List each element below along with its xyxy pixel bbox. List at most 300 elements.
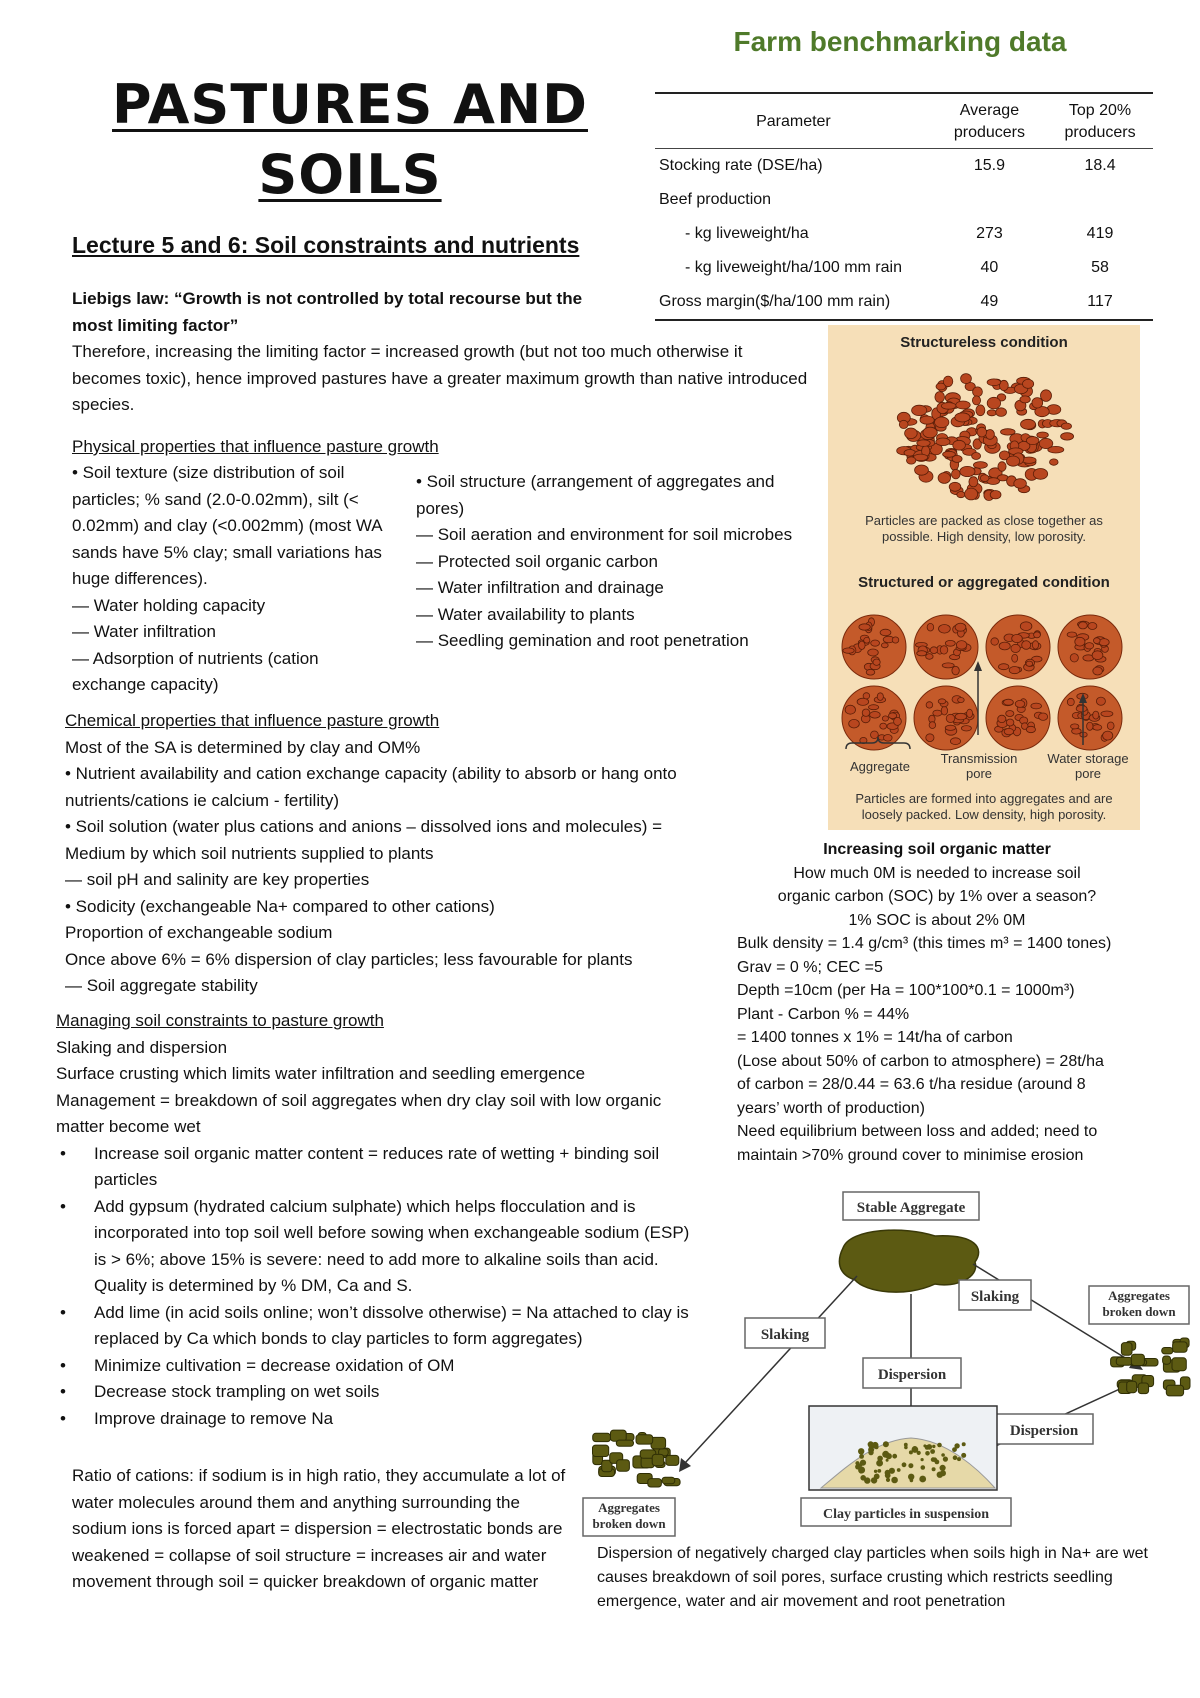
soil-particle	[956, 401, 970, 409]
soil-particle	[1099, 639, 1109, 646]
soil-particle	[1050, 459, 1059, 465]
soil-particle	[1009, 667, 1020, 674]
liebig-therefore: Therefore, increasing the limiting factor = increased growth (but not too much otherwise it becomes toxic), hence improved pastures have a greater maximum growth than native introduced species.	[72, 342, 808, 414]
soil-particle	[1011, 644, 1020, 652]
clay-particle	[871, 1477, 877, 1483]
soil-particle	[927, 623, 934, 631]
structured-title: Structured or aggregated condition	[858, 574, 1110, 591]
clay-particle	[877, 1469, 881, 1473]
transmission-label-box	[932, 751, 1026, 787]
chemical-line: Proportion of exchangeable sodium	[65, 923, 333, 942]
param-cell: Gross margin($/ha/100 mm rain)	[655, 285, 932, 320]
lecture-heading: Lecture 5 and 6: Soil constraints and nutrients	[72, 232, 580, 258]
soil-particle	[1088, 623, 1097, 630]
benchmark-table	[655, 92, 1153, 321]
arrow-icon	[679, 1458, 691, 1472]
soil-particle	[1026, 726, 1035, 732]
dispersion-top-label: Dispersion	[877, 1367, 947, 1383]
benchmark-header-row	[655, 93, 1153, 149]
structureless-caption-box	[848, 513, 1120, 557]
soil-particle	[976, 405, 985, 416]
soil-particle	[1020, 622, 1032, 631]
soil-particle	[871, 731, 879, 739]
physical-left-list	[72, 460, 392, 699]
soil-particle	[980, 475, 989, 482]
soil-particle	[961, 374, 972, 384]
soil-particle	[1048, 446, 1064, 453]
soil-particle	[938, 473, 950, 484]
soil-particle	[871, 640, 880, 646]
soil-particle	[960, 466, 975, 476]
soil-particle	[990, 491, 1001, 499]
physical-left-item: — Water holding capacity	[72, 595, 266, 615]
clay-particle	[953, 1455, 958, 1460]
clay-particle	[860, 1475, 866, 1481]
clay-particle	[962, 1442, 966, 1446]
soil-particle	[899, 420, 908, 428]
managing-heading: Managing soil constraints to pasture growth	[56, 1011, 384, 1030]
soil-particle	[1032, 641, 1038, 649]
soil-particle	[1012, 634, 1023, 642]
soil-particle	[1023, 379, 1034, 388]
soil-particle	[949, 482, 961, 491]
clay-particle	[892, 1454, 897, 1459]
soil-particle	[884, 735, 893, 742]
soil-particle	[1006, 719, 1014, 726]
clay-particle	[885, 1473, 891, 1479]
clay-particle	[855, 1464, 860, 1469]
soil-particle	[987, 410, 996, 416]
slaking-right-label: Slaking	[970, 1289, 1020, 1305]
physical-right-item: • Soil structure (arrangement of aggregates and pores)	[416, 472, 775, 518]
aggregate-fragment	[593, 1445, 609, 1456]
clay-particle	[883, 1441, 889, 1447]
soil-particle	[1076, 706, 1087, 712]
param-cell: Beef production	[659, 191, 772, 208]
soil-particle	[1001, 429, 1016, 435]
chemical-line: — Soil aggregate stability	[65, 976, 258, 995]
soil-structure-figure	[828, 325, 1140, 830]
physical-left-item: • Soil texture (size distribution of soil particles; % sand (2.0-0.02mm), silt (< 0.02mm) and clay (<0.002mm) (most WA sands have 5% clay; small variations has huge differences).	[72, 463, 382, 588]
soil-particle	[999, 664, 1009, 670]
soil-particle	[1039, 713, 1048, 720]
soil-particle	[987, 397, 1000, 409]
soil-particle	[998, 715, 1006, 722]
soil-particle	[933, 710, 942, 716]
soil-particle	[1085, 643, 1094, 649]
structured-caption-box	[842, 791, 1126, 829]
soil-particle	[863, 693, 870, 699]
clay-particle	[940, 1465, 946, 1471]
soil-particle	[1067, 632, 1077, 637]
soil-particle	[955, 413, 970, 422]
soil-particle	[1021, 419, 1036, 429]
soil-particle	[859, 641, 866, 649]
soil-particle	[873, 659, 880, 665]
soil-particle	[955, 713, 967, 720]
physical-right-item: — Water infiltration and drainage	[416, 578, 664, 597]
clay-particle	[882, 1451, 889, 1458]
soil-particle	[945, 725, 956, 730]
aggregate-fragment	[1121, 1343, 1132, 1356]
aggregate-fragment	[616, 1440, 633, 1446]
clay-particle	[902, 1462, 907, 1467]
soc-line: Depth =10cm (per Ha = 100*100*0.1 = 1000m³)	[737, 982, 1075, 999]
soil-particle	[1020, 396, 1030, 403]
clay-particle	[919, 1476, 926, 1483]
table-row	[655, 285, 1153, 320]
soil-particle	[1004, 728, 1013, 734]
clay-particle	[912, 1446, 919, 1453]
aggregate-fragment	[1173, 1342, 1188, 1352]
aggregate-fragment	[1172, 1358, 1186, 1371]
soil-particle	[1071, 724, 1079, 729]
avg-cell: 15.9	[973, 157, 1005, 174]
chemical-line: • Nutrient availability and cation exchange capacity (ability to absorb or hang onto nutrients/cations ie calcium - fertility)	[65, 764, 677, 810]
top-cell: 18.4	[1084, 157, 1116, 174]
soil-particle	[977, 427, 987, 437]
soc-section	[737, 838, 1137, 1167]
slaking-left-label: Slaking	[760, 1327, 810, 1343]
soil-particle	[1093, 711, 1099, 719]
physical-right-item: — Protected soil organic carbon	[416, 551, 658, 571]
soil-particle	[1032, 398, 1043, 408]
clay-particle	[869, 1449, 874, 1454]
clay-particle	[859, 1469, 864, 1474]
soil-particle	[917, 440, 930, 447]
soil-particle	[1107, 722, 1114, 730]
clay-particle	[957, 1457, 961, 1461]
soc-line: Grav = 0 %; CEC =5	[737, 958, 883, 976]
management-bullet: • Decrease stock trampling on wet soils	[56, 1379, 706, 1406]
aggregate-fragment	[636, 1435, 653, 1444]
soil-particle	[945, 640, 955, 646]
clay-particle	[921, 1458, 924, 1461]
param-cell: - kg liveweight/ha	[685, 225, 809, 242]
managing-subheading: Slaking and dispersion	[56, 1037, 228, 1057]
physical-left-item: — Water infiltration	[72, 622, 216, 641]
soil-particle	[1079, 622, 1088, 629]
chemical-section	[65, 708, 725, 1000]
soil-particle	[941, 706, 947, 715]
soil-particle	[1096, 697, 1105, 705]
chemical-heading: Chemical properties that influence pasture growth	[65, 711, 440, 730]
soil-particle	[958, 698, 965, 703]
soil-particle	[955, 623, 966, 631]
managing-line: Management = breakdown of soil aggregates when dry clay soil with low organic matter become wet	[56, 1090, 662, 1136]
soil-particle	[972, 396, 980, 405]
avg-cell: 49	[932, 285, 1047, 320]
aggregate-fragment	[1166, 1385, 1183, 1396]
chemical-line: Once above 6% = 6% dispersion of clay particles; less favourable for plants	[65, 949, 633, 969]
col-header: Top 20% producers	[1047, 93, 1153, 149]
soil-particle	[957, 492, 965, 498]
soil-particle	[870, 712, 881, 719]
aggregate-fragment	[1131, 1354, 1144, 1365]
soil-particle	[866, 669, 875, 675]
soil-particle	[929, 722, 936, 729]
soil-particle	[1094, 638, 1101, 644]
avg-cell: 40	[980, 259, 999, 276]
soil-particle	[1061, 423, 1071, 429]
aggregate-fragment	[662, 1477, 675, 1484]
soc-line: Need equilibrium between loss and added; need to maintain >70% ground cover to minimise erosion	[737, 1123, 1098, 1164]
table-row	[655, 183, 1153, 217]
soil-particle	[859, 624, 870, 630]
clay-particle	[872, 1442, 879, 1449]
soil-particle	[880, 723, 887, 729]
clay-particle	[921, 1465, 926, 1470]
soil-particle	[1037, 432, 1049, 438]
soil-particle	[849, 719, 860, 728]
soc-line: = 1400 tonnes x 1% = 14t/ha of carbon	[737, 1029, 1013, 1046]
param-cell: - kg liveweight/ha/100 mm rain	[685, 259, 902, 276]
soil-particle	[1034, 632, 1041, 638]
soil-particle	[868, 649, 879, 656]
aggregate-fragment	[648, 1479, 662, 1487]
clay-particle	[930, 1449, 935, 1454]
soil-particle	[1007, 456, 1020, 466]
structured-caption: Particles are formed into aggregates and are loosely packed. Low density, high porosity.	[855, 791, 1113, 822]
soil-particle	[973, 462, 987, 469]
soil-particle	[882, 716, 888, 721]
soil-particle	[956, 641, 966, 650]
clay-particle	[925, 1451, 930, 1456]
soil-particle	[907, 457, 916, 464]
soil-particle	[926, 734, 934, 742]
col-header: Average producers	[932, 93, 1047, 149]
management-bullet: • Improve drainage to remove Na	[56, 1406, 706, 1433]
management-bullet: • Add gypsum (hydrated calcium sulphate) which helps flocculation and is incorporated into top soil well before sowing when exchangeable sodium (ESP) is > 6%; above 15% is severe: need to add more to alkaline soils than acid. Quality is determined by % DM, Ca and S.	[56, 1194, 706, 1300]
soc-line-centered: 1% SOC is about 2% 0M	[848, 911, 1026, 929]
physical-right-item: — Soil aeration and environment for soil microbes	[416, 525, 793, 544]
chemical-line: Most of the SA is determined by clay and OM%	[65, 737, 421, 757]
soc-line: (Lose about 50% of carbon to atmosphere) = 28t/ha of carbon = 28/0.44 = 63.6 t/ha residue (around 8 years’ worth of production)	[737, 1052, 1104, 1117]
soil-particle	[942, 663, 954, 668]
aggregate-fragment	[666, 1455, 679, 1465]
soil-particle	[877, 693, 883, 701]
soil-particle	[1092, 651, 1103, 660]
soil-particle	[987, 379, 1001, 386]
benchmark-title: Farm benchmarking data	[733, 26, 1067, 57]
transmission-label: Transmission pore	[940, 751, 1018, 781]
aggregates-broken-right-icon	[1111, 1338, 1190, 1396]
soil-particle	[915, 465, 929, 475]
chemical-line: • Sodicity (exchangeable Na+ compared to other cations)	[65, 896, 495, 916]
soc-title: Increasing soil organic matter	[823, 841, 1051, 858]
aggregate-fragment	[1138, 1383, 1148, 1394]
soil-particle	[912, 405, 927, 415]
aggregate-fragment	[1127, 1381, 1137, 1393]
clay-particle	[889, 1468, 895, 1474]
top-cell: 117	[1047, 285, 1153, 320]
soil-particle	[1006, 711, 1014, 717]
chemical-line: • Soil solution (water plus cations and anions – dissolved ions and molecules) = Medium by which soil nutrients supplied to plants	[65, 817, 663, 863]
managing-line: Surface crusting which limits water infiltration and seedling emergence	[56, 1064, 586, 1083]
soil-particle	[926, 702, 933, 708]
clay-particle	[891, 1477, 898, 1484]
soil-particle	[991, 638, 999, 645]
top-cell	[1047, 183, 1153, 217]
clay-particle	[858, 1448, 864, 1454]
soil-particle	[972, 453, 981, 460]
soil-particle	[952, 469, 961, 479]
soil-particle	[1067, 698, 1074, 705]
soil-particle	[930, 647, 937, 654]
soil-particle	[950, 738, 960, 745]
cation-ratio-text: Ratio of cations: if sodium is in high ratio, they accumulate a lot of water molecules around them and anything surrounding the sodium ions is forced apart = dispersion = electrostatic bonds are weakened = collapse of soil structure = increases air and water movement through soil = quicker breakdown of organic matter	[72, 1466, 566, 1591]
soil-particle	[943, 451, 956, 457]
page-title: PASTURES AND SOILS	[112, 73, 588, 206]
clay-particle	[954, 1443, 959, 1448]
clay-particle	[932, 1445, 935, 1448]
dispersion-caption: Dispersion of negatively charged clay particles when soils high in Na+ are wet causes breakdown of soil pores, surface crusting which restricts seedling emergence, water and air movement and root penetration	[597, 1545, 1148, 1610]
clay-particle	[910, 1479, 914, 1483]
clay-particle	[897, 1468, 901, 1472]
clay-particle	[961, 1453, 966, 1458]
broken-left-label: Aggregates broken down	[592, 1500, 666, 1531]
soil-particle	[1087, 722, 1093, 730]
soil-particle	[843, 648, 854, 653]
soc-line: Plant - Carbon % = 44%	[737, 1005, 910, 1023]
soil-particle	[941, 403, 956, 410]
storage-label: Water storage pore	[1047, 751, 1129, 781]
soil-particle	[935, 392, 945, 403]
soil-particle	[1026, 661, 1033, 666]
clay-particle	[877, 1456, 883, 1462]
physical-right-list	[416, 469, 816, 655]
soil-particle	[1101, 711, 1113, 717]
soil-particle	[946, 714, 955, 722]
soil-particle	[1093, 725, 1102, 731]
aggregate-fragment	[593, 1433, 611, 1441]
aggregate-fragment	[611, 1430, 627, 1441]
management-bullet: • Increase soil organic matter content = reduces rate of wetting + binding soil particles	[56, 1141, 706, 1194]
soil-particle	[905, 428, 918, 439]
structureless-caption: Particles are packed as close together as possible. High density, low porosity.	[865, 513, 1103, 544]
broken-right-label: Aggregates broken down	[1102, 1288, 1176, 1319]
soil-particle	[880, 629, 891, 636]
soil-particle	[1004, 699, 1014, 705]
soil-particle	[1012, 654, 1018, 662]
broken-right-label-box	[1089, 1286, 1189, 1324]
soil-particle	[1093, 667, 1103, 675]
soil-particle	[996, 408, 1007, 417]
storage-label-box	[1038, 751, 1138, 787]
aggregates-broken-left-icon	[593, 1430, 681, 1487]
soil-particle	[943, 376, 952, 387]
stable-aggregate-label: Stable Aggregate	[856, 1200, 966, 1216]
soil-particle	[969, 477, 978, 487]
soil-particle	[889, 713, 897, 719]
soil-particle	[967, 709, 973, 717]
table-row	[655, 217, 1153, 251]
soil-particle	[881, 643, 888, 648]
clay-particle	[874, 1470, 877, 1473]
aggregate-fragment	[1163, 1356, 1171, 1364]
slaking-dispersion-diagram	[575, 1188, 1195, 1538]
soil-particle	[999, 642, 1010, 650]
soil-particle	[973, 387, 983, 397]
management-bullet: • Add lime (in acid soils online; won’t dissolve otherwise) = Na attached to clay is replaced by Ca which bonds to clay particles to form aggregates)	[56, 1300, 706, 1353]
clay-particle	[941, 1453, 945, 1457]
soil-particle	[923, 427, 937, 438]
soil-particle	[845, 705, 855, 714]
clay-particle	[904, 1446, 908, 1450]
clay-particle	[886, 1478, 890, 1482]
soil-particle	[940, 646, 948, 654]
soil-particle	[1022, 641, 1031, 650]
stable-aggregate-icon	[839, 1230, 978, 1292]
clay-particle	[923, 1444, 926, 1447]
clay-particle	[860, 1460, 866, 1466]
avg-cell	[932, 183, 1047, 217]
soil-particle	[961, 726, 971, 731]
soil-particle	[986, 430, 995, 440]
soil-particle	[862, 709, 870, 716]
soil-particle	[1070, 654, 1078, 662]
clay-particle	[886, 1459, 889, 1462]
soil-particle	[1075, 637, 1085, 646]
physical-left-item: — Adsorption of nutrients (cation exchange capacity)	[72, 648, 319, 694]
soil-particle	[938, 699, 946, 704]
aggregate-fragment	[1116, 1357, 1132, 1365]
soc-question: How much 0M is needed to increase soil organic carbon (SOC) by 1% over a season?	[777, 864, 1097, 905]
physical-heading: Physical properties that influence pasture growth	[72, 437, 439, 456]
col-header: Parameter	[655, 93, 932, 149]
top-cell: 419	[1086, 225, 1114, 242]
soil-particle	[1033, 469, 1047, 480]
soil-particle	[1031, 703, 1042, 709]
soil-particle	[869, 705, 879, 710]
table-row	[655, 149, 1153, 184]
soil-particle	[1041, 390, 1052, 402]
avg-cell: 273	[976, 225, 1003, 242]
top-cell: 58	[1091, 259, 1109, 276]
soil-particle	[936, 438, 950, 446]
aggregate-fragment	[1162, 1348, 1173, 1354]
soil-particle	[952, 666, 959, 675]
clay-particle	[943, 1457, 948, 1462]
param-cell: Stocking rate (DSE/ha)	[659, 157, 823, 174]
clay-particle	[859, 1454, 864, 1459]
clay-particle	[908, 1463, 913, 1468]
clay-particle	[932, 1467, 936, 1471]
soil-particle	[857, 698, 869, 705]
structureless-title: Structureless condition	[900, 334, 1068, 351]
soil-particle	[926, 654, 933, 660]
soil-particle	[1061, 433, 1074, 440]
soil-particle	[1026, 437, 1039, 445]
clay-particle	[931, 1457, 936, 1462]
clay-particle	[927, 1444, 933, 1450]
dispersion-right-label: Dispersion	[1009, 1423, 1079, 1439]
soil-particle	[965, 488, 978, 500]
broken-left-label-box	[583, 1498, 675, 1536]
physical-right-item: — Water availability to plants	[416, 604, 635, 624]
aggregate-fragment	[617, 1460, 630, 1472]
soil-particle	[920, 416, 934, 424]
suspension-label: Clay particles in suspension	[822, 1507, 990, 1522]
management-bullet: • Minimize cultivation = decrease oxidation of OM	[56, 1353, 706, 1380]
aggregate-label: Aggregate	[850, 759, 910, 774]
soc-line: Bulk density = 1.4 g/cm³ (this times m³ = 1400 tones)	[737, 935, 1112, 952]
soil-particle	[1014, 479, 1027, 489]
physical-right-item: — Seedling gemination and root penetration	[416, 631, 749, 650]
soil-particle	[998, 462, 1006, 472]
clay-particle	[937, 1443, 942, 1448]
liebig-law: Liebigs law: “Growth is not controlled by total recourse but the most limiting factor”	[72, 289, 583, 335]
